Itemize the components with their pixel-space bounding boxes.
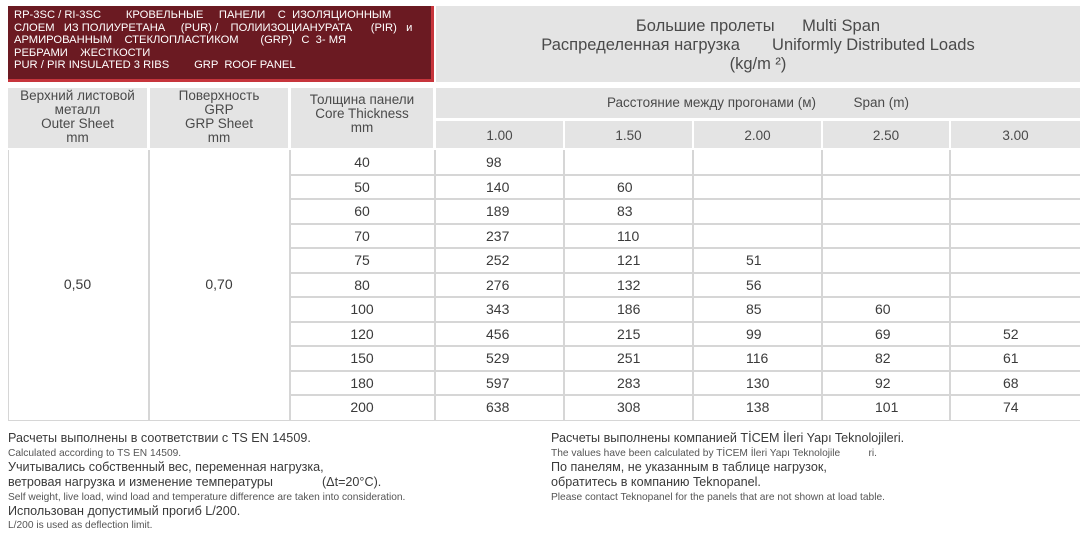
core-thickness-cell: 60 bbox=[354, 203, 370, 219]
table-bottom-line bbox=[8, 420, 1080, 421]
load-value-cell: 456 bbox=[486, 325, 510, 342]
core-thickness-cell: 70 bbox=[354, 227, 370, 244]
core-thickness-cell: 40 bbox=[354, 154, 370, 170]
note-line: Расчеты выполнены компанией TİCEM İleri Yapı Teknolojileri. bbox=[551, 431, 905, 445]
note-line: L/200 is used as deflection limit. bbox=[8, 520, 153, 531]
load-value-cell: 186 bbox=[617, 301, 641, 317]
load-value-cell: 101 bbox=[875, 399, 899, 415]
header-line: металл bbox=[54, 102, 101, 117]
core-thickness-cell: 100 bbox=[350, 301, 374, 317]
note-line: Self weight, live load, wind load and temperature difference are taken into consideration. bbox=[8, 491, 406, 503]
note-line: обратитесь в компанию Teknopanel. bbox=[551, 475, 761, 489]
load-value-cell: 52 bbox=[1003, 325, 1019, 342]
load-value-cell: 130 bbox=[746, 374, 770, 391]
load-value-cell: 529 bbox=[486, 350, 510, 366]
load-value-cell: 68 bbox=[1003, 374, 1019, 391]
span-header: 2.50 bbox=[823, 121, 949, 148]
header-line: Поверхность bbox=[178, 88, 260, 103]
load-value-cell: 121 bbox=[617, 252, 641, 268]
load-value-cell: 110 bbox=[617, 227, 640, 244]
note-line: Учитывались собственный вес, переменная нагрузка, bbox=[8, 459, 324, 474]
span-header: 3.00 bbox=[951, 121, 1080, 148]
span-title-header bbox=[436, 88, 1080, 118]
span-title: Расстояние между прогонами (м) Span (m) bbox=[606, 95, 909, 110]
load-value-cell bbox=[823, 150, 949, 174]
core-thickness-cell: 80 bbox=[354, 276, 370, 293]
header-line: Толщина панели bbox=[309, 92, 415, 107]
load-title-block bbox=[436, 6, 1080, 82]
header-line: GRP bbox=[204, 102, 234, 117]
load-value-cell: 189 bbox=[486, 203, 510, 219]
span-header: 1.50 bbox=[565, 121, 692, 148]
title-line: PUR / PIR INSULATED 3 RIBS GRP ROOF PANEL bbox=[14, 59, 296, 72]
load-value-cell: 74 bbox=[1003, 399, 1019, 415]
load-value-cell: 56 bbox=[746, 276, 762, 293]
header-line: Outer Sheet bbox=[41, 116, 114, 131]
load-value-cell: 82 bbox=[875, 350, 891, 366]
load-value-cell: 61 bbox=[1003, 350, 1019, 366]
load-value-cell: 138 bbox=[746, 399, 770, 415]
header-line: mm bbox=[66, 130, 89, 145]
load-value-cell: 215 bbox=[617, 325, 641, 342]
core-thickness-header bbox=[291, 88, 433, 148]
load-value-cell: 51 bbox=[746, 252, 762, 268]
load-value-cell bbox=[951, 150, 1080, 174]
note-line: Please contact Teknopanel for the panels that are not shown at load table. bbox=[551, 491, 885, 503]
header-line: mm bbox=[350, 120, 374, 135]
load-value-cell: 343 bbox=[486, 301, 510, 317]
title-line: АРМИРОВАННЫМ СТЕКЛОПЛАСТИКОМ (GRP) С 3- МЯ bbox=[14, 34, 347, 47]
title-line: РЕБРАМИ ЖЕСТКОСТИ bbox=[14, 46, 151, 59]
load-value-cell: 99 bbox=[746, 325, 762, 342]
load-value-cell bbox=[823, 175, 949, 199]
load-value-cell bbox=[823, 273, 949, 297]
load-value-cell: 140 bbox=[486, 178, 510, 195]
note-line: ветровая нагрузка и изменение температуры (Δt=20°C). bbox=[8, 475, 382, 489]
title-line: (kg/m ²) bbox=[729, 55, 787, 73]
load-value-cell: 276 bbox=[486, 276, 510, 293]
load-value-cell bbox=[694, 224, 821, 248]
grp-sheet-header bbox=[150, 88, 288, 148]
load-value-cell bbox=[951, 175, 1080, 199]
load-value-cell: 597 bbox=[486, 374, 510, 391]
load-value-cell: 60 bbox=[617, 178, 633, 195]
grp-sheet-value: 0,70 bbox=[205, 276, 233, 292]
core-thickness-cell: 50 bbox=[354, 178, 370, 195]
note-line: По панелям, не указанным в таблице нагрузок, bbox=[551, 459, 827, 474]
load-value-cell bbox=[951, 297, 1080, 321]
load-value-cell bbox=[951, 224, 1080, 248]
core-thickness-cell: 75 bbox=[354, 252, 370, 268]
load-value-cell: 132 bbox=[617, 276, 641, 293]
outer-sheet-value: 0,50 bbox=[63, 276, 92, 292]
load-value-cell: 308 bbox=[617, 399, 641, 415]
outer-sheet-header bbox=[8, 88, 147, 148]
note-line: Calculated according to TS EN 14509. bbox=[8, 447, 182, 459]
note-line: The values have been calculated by TİCEM İleri Yapı Teknolojile ri. bbox=[551, 447, 877, 459]
load-value-cell bbox=[823, 199, 949, 223]
load-value-cell: 60 bbox=[875, 301, 891, 317]
title-line: RP-3SC / RI-3SC КРОВЕЛЬНЫЕ ПАНЕЛИ С ИЗОЛЯЦИОННЫМ bbox=[14, 9, 392, 21]
load-value-cell bbox=[951, 248, 1080, 272]
core-thickness-cell: 150 bbox=[350, 350, 374, 366]
load-value-cell: 252 bbox=[486, 252, 510, 268]
load-value-cell bbox=[951, 199, 1080, 223]
load-value-cell: 69 bbox=[875, 325, 891, 342]
load-value-cell bbox=[823, 224, 949, 248]
title-line: СЛОЕМ ИЗ ПОЛИУРЕТАНА (PUR) / ПОЛИИЗОЦИАНУРАТА (PIR) и bbox=[14, 21, 413, 34]
core-thickness-cell: 120 bbox=[350, 325, 374, 342]
load-value-cell: 98 bbox=[486, 154, 502, 170]
notes-left bbox=[8, 431, 528, 532]
load-value-cell: 638 bbox=[486, 399, 510, 415]
load-value-cell: 92 bbox=[875, 374, 891, 391]
load-value-cell bbox=[694, 150, 821, 174]
load-value-cell: 83 bbox=[617, 203, 633, 219]
load-value-cell bbox=[951, 273, 1080, 297]
note-line: Расчеты выполнены в соответствии с TS EN 14509. bbox=[8, 431, 311, 445]
core-thickness-cell: 200 bbox=[350, 399, 374, 415]
load-value-cell: 251 bbox=[617, 350, 641, 366]
load-value-cell: 116 bbox=[746, 350, 769, 366]
title-line: Распределенная нагрузка Uniformly Distributed Loads bbox=[541, 36, 975, 54]
notes-right bbox=[551, 431, 1081, 504]
title-line: Большие пролеты Multi Span bbox=[635, 17, 881, 35]
header-line: GRP Sheet bbox=[184, 116, 254, 131]
core-thickness-cell: 180 bbox=[350, 374, 374, 391]
span-header: 1.00 bbox=[436, 121, 563, 148]
header-line: Core Thickness bbox=[315, 106, 409, 121]
load-value-cell bbox=[565, 150, 692, 174]
load-value-cell bbox=[694, 175, 821, 199]
load-value-cell bbox=[823, 248, 949, 272]
header-line: mm bbox=[207, 130, 231, 145]
load-value-cell: 283 bbox=[617, 374, 641, 391]
load-value-cell bbox=[694, 199, 821, 223]
panel-title-block bbox=[8, 6, 434, 82]
note-line: Использован допустимый прогиб L/200. bbox=[8, 503, 241, 518]
header-line: Верхний листовой bbox=[20, 88, 135, 103]
load-value-cell: 237 bbox=[486, 227, 510, 244]
span-header: 2.00 bbox=[694, 121, 821, 148]
load-value-cell: 85 bbox=[746, 301, 762, 317]
